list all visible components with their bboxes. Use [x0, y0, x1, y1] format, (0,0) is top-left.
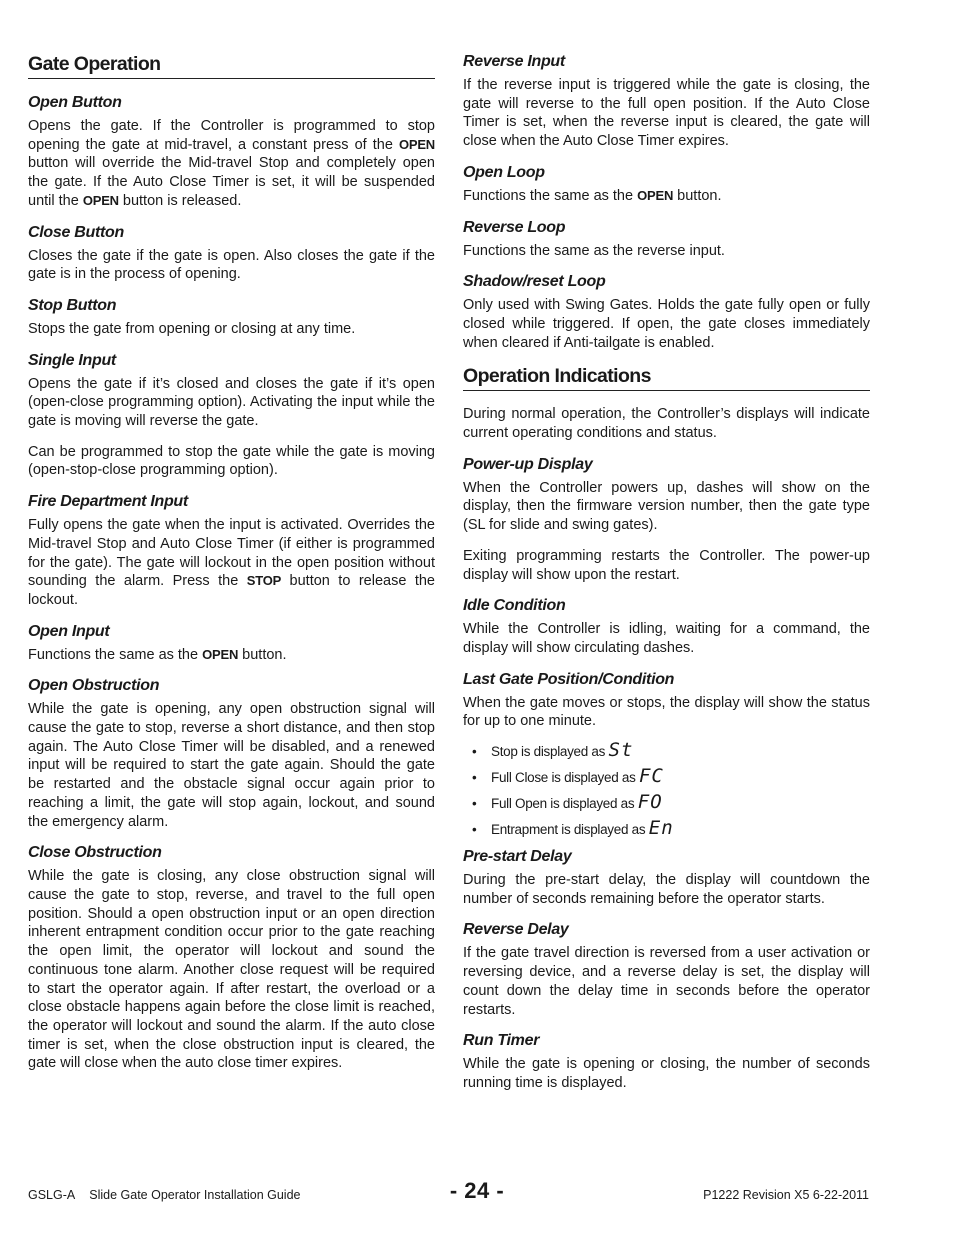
- operation-indications-intro: During normal operation, the Controller’s displays will indicate current operating conditions and status.: [463, 406, 870, 442]
- display-code: FC: [638, 765, 664, 788]
- heading-single-input: Single Input: [28, 351, 116, 369]
- stop-button-text: Stops the gate from opening or closing at any time.: [28, 320, 356, 337]
- list-item: • Full Open is displayed as FO: [472, 791, 663, 814]
- keyword-open: OPEN: [637, 187, 674, 203]
- page-number: - 24 -: [449, 1178, 505, 1203]
- close-obstruction-text: While the gate is closing, any close obstruction signal will cause the gate to stop, reverse, and travel to the full open position. Should a open obstruction input or an open direction inherent entrapment condition occur prior to the gate reaching the open limit, the operator will lockout and sound the continuous tone alarm. Another close request will be required to start the operator again. If after restart, the overload or a close obstacle happens again before the close limit is reached, the operator will lockout and sound the alarm. If the auto close timer is set, when the close obstruction input is cleared, the gate will close when the auto close timer expires.: [28, 868, 435, 1072]
- list-item: • Entrapment is displayed as En: [472, 817, 674, 840]
- footer-guide-title: Slide Gate Operator Installation Guide: [89, 1188, 301, 1202]
- heading-reverse-input: Reverse Input: [463, 53, 565, 70]
- section-title-gate-operation: Gate Operation: [28, 52, 435, 79]
- run-timer-block: [463, 1031, 870, 1092]
- open-button-text: Opens the gate. If the Controller is programmed to stop opening the gate at mid-travel, a constant press of the OPEN button will override the Mid-travel Stop and completely open the gate. If the Auto Close Timer is set, it will be suspended until the OPEN button is released.: [28, 118, 435, 209]
- list-item: • Stop is displayed as St: [472, 739, 634, 762]
- heading-shadow-reset-loop: Shadow/reset Loop: [463, 273, 606, 291]
- reverse-loop-text: Functions the same as the reverse input.: [463, 242, 725, 259]
- display-code: En: [648, 817, 674, 840]
- keyword-open: OPEN: [82, 192, 119, 208]
- idle-text: While the Controller is idling, waiting for a command, the display will show circulating dashes.: [463, 621, 870, 656]
- display-codes-list: [463, 739, 870, 840]
- open-obstruction-block: [28, 676, 435, 831]
- last-position-block: [463, 670, 870, 839]
- open-input-block: [28, 622, 435, 665]
- open-loop-text: Functions the same as the OPEN button.: [463, 187, 722, 204]
- close-obstruction-block: [28, 843, 435, 1073]
- open-loop-block: [463, 163, 870, 206]
- heading-open-loop: Open Loop: [463, 163, 545, 181]
- reverse-loop-block: [463, 218, 870, 261]
- idle-block: [463, 596, 870, 657]
- last-position-text: When the gate moves or stops, the display will show the status for up to one minute.: [463, 694, 870, 730]
- heading-last-gate-position: Last Gate Position/Condition: [463, 670, 675, 688]
- heading-reverse-loop: Reverse Loop: [463, 218, 566, 236]
- bullet-icon: •: [472, 796, 477, 812]
- reverse-input-block: [463, 52, 870, 151]
- heading-close-button: Close Button: [28, 223, 124, 241]
- single-input-block: [28, 351, 435, 481]
- open-button-block: [28, 93, 435, 211]
- footer-revision: P1222 Revision X5 6-22-2011: [703, 1188, 869, 1202]
- display-code: St: [608, 739, 634, 762]
- reverse-delay-block: [463, 920, 870, 1019]
- single-input-text-2: Can be programmed to stop the gate while the gate is moving (open-stop-close programming option).: [28, 443, 435, 479]
- fire-department-text: Fully opens the gate when the input is activated. Overrides the Mid-travel Stop and Auto Close Timer (if either is programmed for the gate). The gate will lockout in the open position without sounding the alarm. Press the STOP button to release the lockout.: [28, 517, 435, 608]
- run-timer-text: While the gate is opening or closing, the number of seconds running time is displayed.: [463, 1056, 870, 1091]
- keyword-open: OPEN: [202, 646, 239, 662]
- left-column: [28, 52, 435, 1085]
- stop-button-block: [28, 296, 435, 339]
- heading-open-obstruction: Open Obstruction: [28, 677, 160, 695]
- heading-open-button: Open Button: [28, 94, 122, 111]
- heading-pre-start-delay: Pre-start Delay: [463, 848, 572, 866]
- reverse-delay-text: If the gate travel direction is reversed from a user activation or reversing device, and a reverse delay is set, the display will count down the delay time in seconds before the operator restarts.: [463, 945, 870, 1018]
- reverse-input-text: If the reverse input is triggered while the gate is closing, the gate will reverse to the full open position. If the Auto Close Timer is set, when the reverse input is cleared, the gate will close when the Auto Close Timer expires.: [463, 77, 870, 150]
- heading-close-obstruction: Close Obstruction: [28, 844, 162, 862]
- heading-run-timer: Run Timer: [463, 1032, 540, 1050]
- heading-fire-department-input: Fire Department Input: [28, 493, 188, 511]
- footer-model: GSLG-A: [28, 1188, 76, 1202]
- close-button-text: Closes the gate if the gate is open. Also closes the gate if the gate is in the process of opening.: [28, 247, 435, 283]
- shadow-loop-text: Only used with Swing Gates. Holds the gate fully open or fully closed while triggered. If open, the gate closes immediately when cleared if Anti-tailgate is enabled.: [463, 297, 870, 351]
- heading-reverse-delay: Reverse Delay: [463, 921, 569, 939]
- open-input-text: Functions the same as the OPEN button.: [28, 646, 287, 663]
- prestart-block: [463, 847, 870, 908]
- close-button-block: [28, 223, 435, 284]
- heading-open-input: Open Input: [28, 622, 110, 640]
- powerup-text-2: Exiting programming restarts the Controller. The power-up display will show upon the restart.: [463, 547, 870, 583]
- fire-department-block: [28, 492, 435, 610]
- heading-idle-condition: Idle Condition: [463, 597, 566, 615]
- list-item: • Full Close is displayed as FC: [472, 765, 664, 788]
- prestart-text: During the pre-start delay, the display will countdown the number of seconds remaining before the operator starts.: [463, 872, 870, 907]
- display-code: FO: [637, 791, 663, 814]
- shadow-loop-block: [463, 272, 870, 352]
- bullet-icon: •: [472, 770, 477, 786]
- right-column: [463, 52, 870, 1105]
- bullet-icon: •: [472, 822, 477, 838]
- keyword-open: OPEN: [398, 136, 435, 152]
- single-input-text-1: Opens the gate if it’s closed and closes the gate if it’s open (open-close programming option). Activating the input while the gate is moving will reverse the gate.: [28, 375, 435, 430]
- heading-stop-button: Stop Button: [28, 296, 117, 314]
- keyword-stop: STOP: [246, 573, 282, 589]
- heading-power-up-display: Power-up Display: [463, 455, 593, 473]
- section-title-operation-indications: Operation Indications: [463, 364, 870, 391]
- powerup-block: [463, 455, 870, 585]
- bullet-icon: •: [472, 744, 477, 760]
- open-obstruction-text: While the gate is opening, any open obstruction signal will cause the gate to stop, reverse a short distance, and then stop again. The Auto Close Timer will be disabled, and a renewed input will be required to start the gate again. Should the gate be restarted and the obstacle signal occur again prior to reaching a limit, the gate will stop again, lockout, and sound the emergency alarm.: [28, 701, 435, 830]
- powerup-text-1: When the Controller powers up, dashes will show on the display, then the firmware version number, then the gate type (SL for slide and swing gates).: [463, 479, 870, 534]
